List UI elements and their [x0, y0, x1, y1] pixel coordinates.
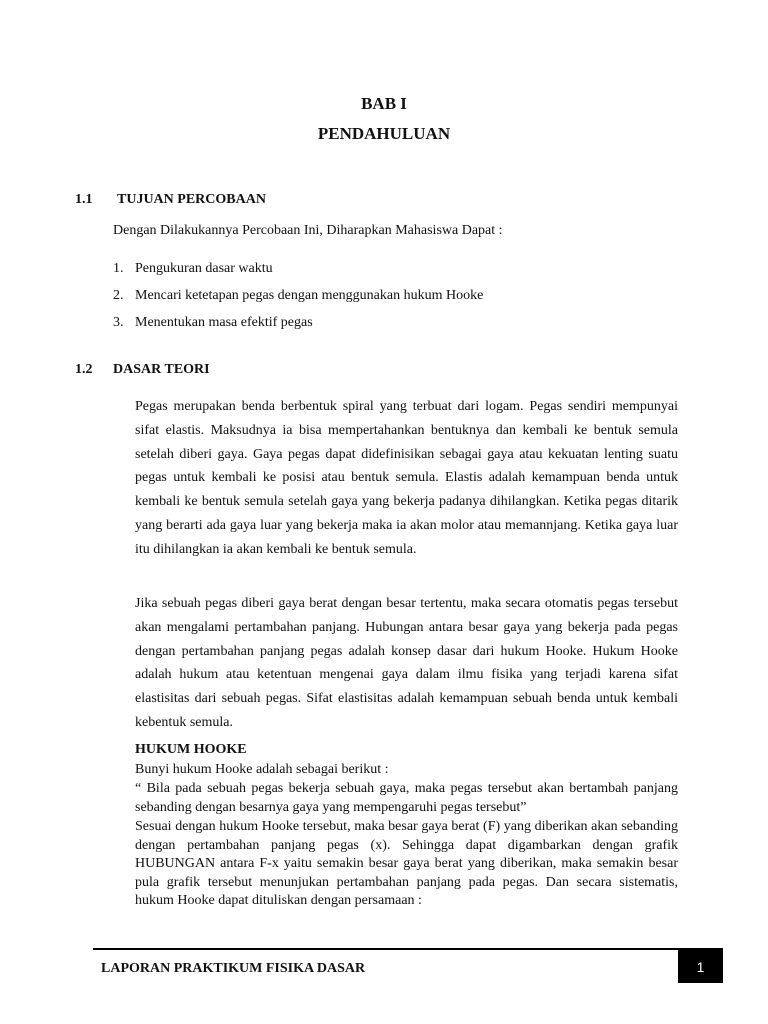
hooke-heading: HUKUM HOOKE: [135, 742, 247, 757]
section-1-number: 1.1: [75, 192, 93, 207]
objective-number-3: 3.: [113, 315, 124, 330]
hooke-body: Sesuai dengan hukum Hooke tersebut, maka besar gaya berat (F) yang diberikan akan sebanding dengan pertambahan panjang pegas (x). Sehingga dapat digambarkan dengan grafik HUBUNGAN antara F-x yaitu semakin besar gaya berat yang diberikan, maka semakin besar pula grafik tersebut menunjukan pertambahan panjang pada pegas. Dan secara sistematis, hukum Hooke dapat dituliskan dengan persamaan :: [135, 819, 678, 909]
page-number: 1: [678, 950, 723, 983]
hooke-intro: Bunyi hukum Hooke adalah sebagai berikut :: [135, 762, 389, 777]
objective-number-2: 2.: [113, 288, 124, 303]
hooke-quote: “ Bila pada sebuah pegas bekerja sebuah gaya, maka pegas tersebut akan bertambah panjang sebanding dengan besarnya gaya yang mempengaruhi pegas tersebut”: [135, 781, 678, 815]
chapter-title: PENDAHULUAN: [317, 124, 451, 143]
objective-text-1: Pengukuran dasar waktu: [135, 261, 273, 276]
section-1-title: TUJUAN PERCOBAAN: [117, 192, 266, 207]
section-2-number: 1.2: [75, 362, 93, 377]
objectives-intro: Dengan Dilakukannya Percobaan Ini, Diharapkan Mahasiswa Dapat :: [113, 223, 503, 238]
chapter-number: BAB I: [361, 94, 407, 113]
objective-text-3: Menentukan masa efektif pegas: [135, 315, 313, 330]
theory-paragraph-2: Jika sebuah pegas diberi gaya berat dengan besar tertentu, maka secara otomatis pegas tersebut akan mengalami pertambahan panjang. Hubungan antara besar gaya yang bekerja pada pegas dengan pertambahan panjang pegas adalah konsep dasar dari hukum Hooke. Hukum Hooke adalah hukum atau ketentuan mengenai gaya dalam ilmu fisika yang terjadi karena sifat elastisitas dari sebuah pegas. Sifat elastisitas adalah kemampuan sebuah benda untuk kembali kebentuk semula.: [135, 596, 678, 730]
theory-paragraph-1: Pegas merupakan benda berbentuk spiral yang terbuat dari logam. Pegas sendiri mempunyai sifat elastis. Maksudnya ia bisa mempertahankan bentuknya dan kembali ke bentuk semula setelah diberi gaya. Gaya pegas dapat didefinisikan sebagai gaya atau kekuatan lenting suatu pegas untuk kembali ke posisi atau bentuk semula. Elastis adalah kemampuan benda untuk kembali ke bentuk semula setelah gaya yang bekerja padanya dihilangkan. Ketika pegas ditarik yang berarti ada gaya luar yang bekerja maka ia akan molor atau memannjang. Ketika gaya luar itu dihilangkan ia akan kembali ke bentuk semula.: [135, 399, 678, 557]
section-2-title: DASAR TEORI: [113, 362, 210, 377]
footer-label: LAPORAN PRAKTIKUM FISIKA DASAR: [101, 961, 366, 976]
footer-divider: [93, 948, 723, 950]
objective-text-2: Mencari ketetapan pegas dengan menggunakan hukum Hooke: [135, 288, 484, 303]
objective-number-1: 1.: [113, 261, 124, 276]
